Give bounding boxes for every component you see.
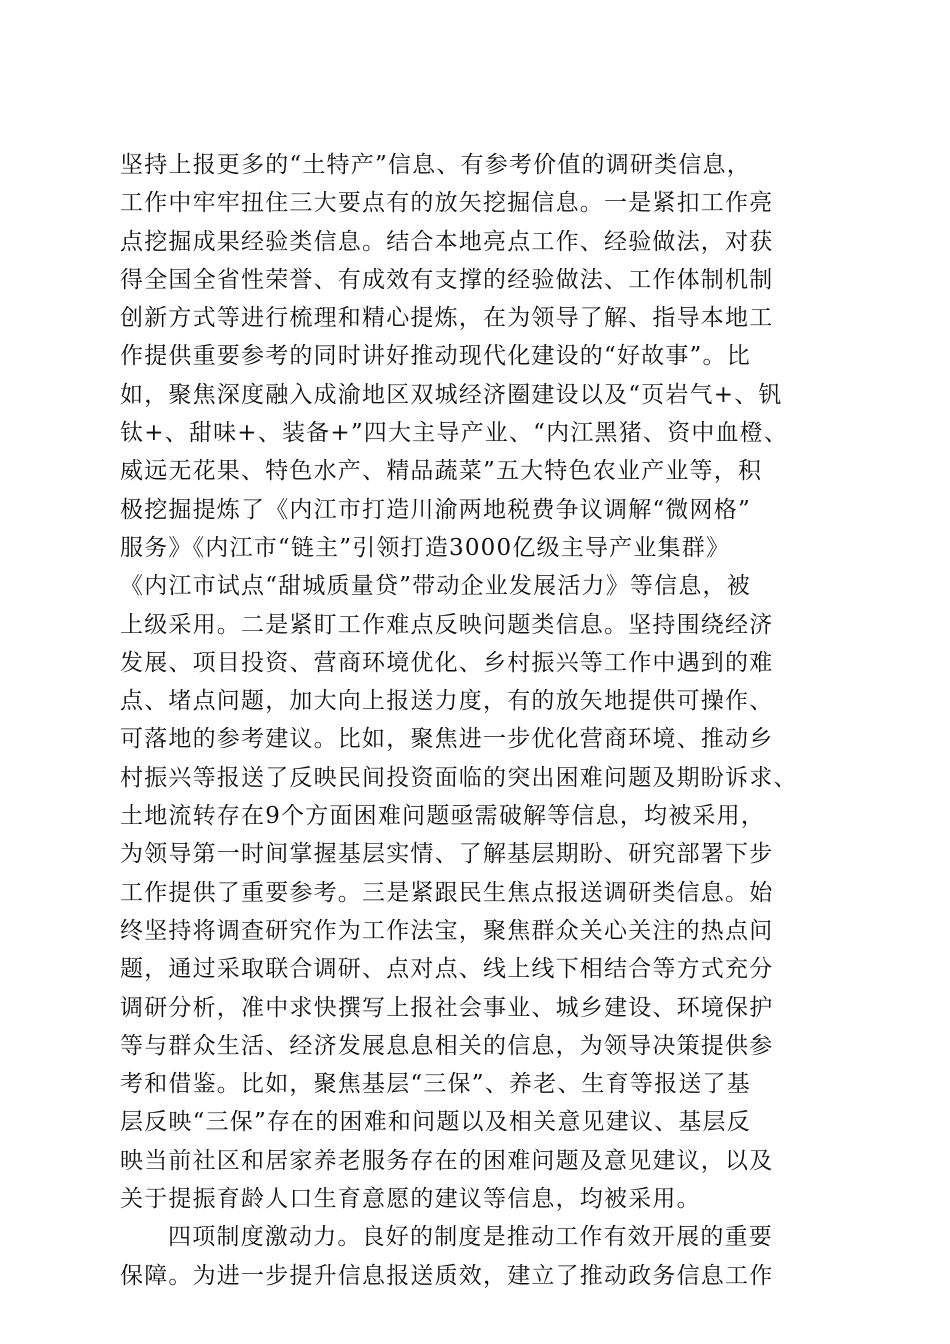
text-line: 可落地的参考建议。比如，聚焦进一步优化营商环境、推动乡 [120, 726, 774, 753]
text-line: 极挖掘提炼了《内江市打造川渝两地税费争议调解“微网格” [120, 496, 751, 523]
text-line: 威远无花果、特色水产、精品蔬菜”五大特色农业产业等，积 [120, 458, 763, 485]
text-line: 保障。为进一步提升信息报送质效，建立了推动政务信息工作 [120, 1262, 774, 1289]
text-line: 服务》《内江市“链主”引领打造3000亿级主导产业集群》 [120, 534, 731, 561]
text-line: 为领导第一时间掌握基层实情、了解基层期盼、研究部署下步 [120, 841, 774, 868]
text-line: 考和借鉴。比如，聚焦基层“三保”、养老、生育等报送了基 [120, 1071, 751, 1098]
text-line: 映当前社区和居家养老服务存在的困难问题及意见建议，以及 [120, 1147, 774, 1174]
text-line: 层反映“三保”存在的困难和问题以及相关意见建议、基层反 [120, 1109, 751, 1136]
text-line: 发展、项目投资、营商环境优化、乡村振兴等工作中遇到的难 [120, 649, 774, 676]
text-line: 上级采用。二是紧盯工作难点反映问题类信息。坚持围绕经济 [120, 611, 774, 638]
text-line: 等与群众生活、经济发展息息相关的信息，为领导决策提供参 [120, 1032, 774, 1059]
text-line: 工作中牢牢扭住三大要点有的放矢挖掘信息。一是紧扣工作亮 [120, 190, 774, 217]
text-line: 调研分析，准中求快撰写上报社会事业、城乡建设、环境保护 [120, 994, 774, 1021]
text-line: 创新方式等进行梳理和精心提炼，在为领导了解、指导本地工 [120, 305, 774, 332]
text-line: 村振兴等报送了反映民间投资面临的突出困难问题及期盼诉求、 [120, 764, 798, 791]
text-line: 题，通过采取联合调研、点对点、线上线下相结合等方式充分 [120, 956, 774, 983]
text-line: 终坚持将调查研究作为工作法宝，聚焦群众关心关注的热点问 [120, 917, 774, 944]
text-line: 如，聚焦深度融入成渝地区双城经济圈建设以及“页岩气+、钒 [120, 381, 783, 408]
text-line: 土地流转存在9个方面困难问题亟需破解等信息，均被采用， [120, 803, 766, 830]
body-text [120, 146, 840, 1295]
text-line: 坚持上报更多的“土特产”信息、有参考价值的调研类信息， [120, 152, 751, 178]
text-line: 作提供重要参考的同时讲好推动现代化建设的“好故事”。比 [120, 343, 751, 370]
paragraph-start-line: 四项制度激动力。良好的制度是推动工作有效开展的重要 [168, 1224, 773, 1251]
text-line: 点挖掘成果经验类信息。结合本地亮点工作、经验做法，对获 [120, 228, 774, 255]
text-line: 钛+、甜味+、装备+”四大主导产业、“内江黑猪、资中血橙、 [120, 420, 789, 447]
text-line: 点、堵点问题，加大向上报送力度，有的放矢地提供可操作、 [120, 688, 774, 715]
text-line: 关于提振育龄人口生育意愿的建议等信息，均被采用。 [120, 1186, 701, 1213]
text-line: 《内江市试点“甜城质量贷”带动企业发展活力》等信息，被 [120, 573, 751, 600]
text-line: 工作提供了重要参考。三是紧跟民生焦点报送调研类信息。始 [120, 879, 774, 906]
text-line: 得全国全省性荣誉、有成效有支撑的经验做法、工作体制机制 [120, 266, 774, 293]
